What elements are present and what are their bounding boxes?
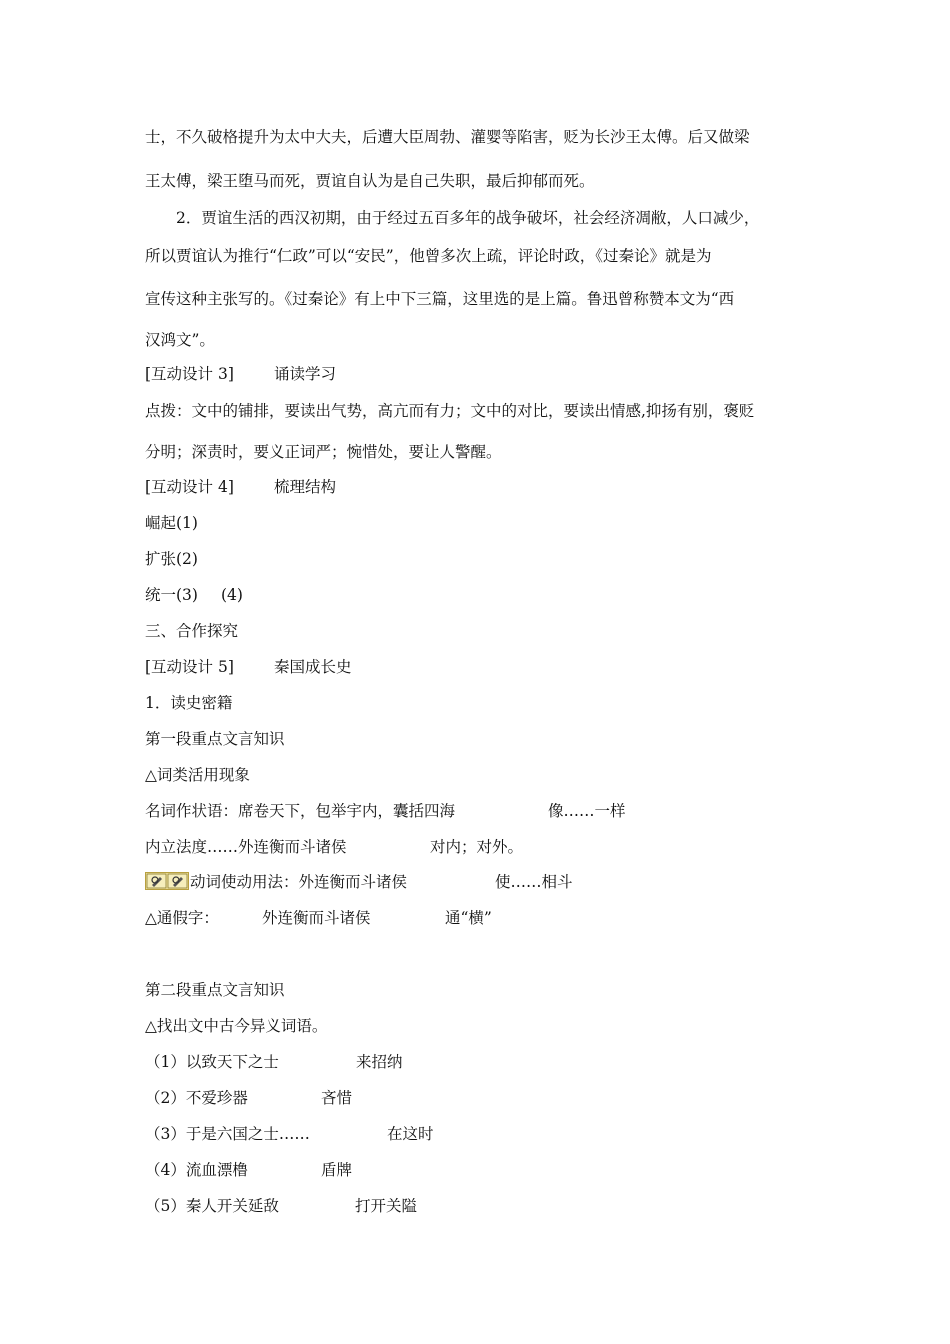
knowledge-answer: 对内；对外。 (430, 838, 524, 856)
structure-item: (4) (221, 586, 243, 604)
paragraph-heading: 第一段重点文言知识 (145, 730, 285, 748)
design-label: [互动设计 5] (145, 658, 234, 676)
design-title: 梳理结构 (274, 478, 337, 496)
design-title: 诵读学习 (274, 365, 337, 383)
paragraph-line: 所以贾谊认为推行“仁政”可以“安民”，他曾多次上疏，评论时政，《过秦论》就是为 (145, 247, 712, 265)
paragraph-heading: 第二段重点文言知识 (145, 981, 285, 999)
knowledge-text-with-icons (145, 872, 407, 892)
paragraph-line: 2．贾谊生活的西汉初期，由于经过五百多年的战争破坏，社会经济凋敝，人口减少， (176, 209, 760, 227)
paragraph-line: 王太傅，梁王堕马而死，贾谊自认为是自己失职，最后抑郁而死。 (145, 172, 595, 190)
section-heading: 三、合作探究 (145, 622, 239, 640)
knowledge-text: 内立法度……外连衡而斗诸侯 (145, 838, 347, 856)
question-answer: 打开关隘 (355, 1197, 418, 1215)
question-text: （5）秦人开关延敌 (145, 1197, 279, 1215)
paragraph-line: 宣传这种主张写的。《过秦论》有上中下三篇，这里选的是上篇。鲁迅曾称赞本文为“西 (145, 290, 735, 308)
question-text: （2）不爱珍器 (145, 1089, 248, 1107)
design-title: 秦国成长史 (274, 658, 352, 676)
question-text: （1）以致天下之士 (145, 1053, 279, 1071)
edit-icon (146, 873, 188, 889)
paragraph-line: 汉鸿文”。 (145, 331, 215, 349)
question-answer: 在这时 (387, 1125, 434, 1143)
knowledge-text: 名词作状语：席卷天下，包举宇内，囊括四海 (145, 802, 456, 820)
question-answer: 吝惜 (321, 1089, 353, 1107)
question-text: （3）于是六国之士…… (145, 1125, 310, 1143)
knowledge-label: △通假字： (145, 909, 219, 927)
subheading: △词类活用现象 (145, 766, 250, 784)
question-answer: 盾牌 (321, 1161, 353, 1179)
tip-line: 分明；深责时，要义正词严；惋惜处，要让人警醒。 (145, 443, 502, 461)
subheading: △找出文中古今异义词语。 (145, 1017, 328, 1035)
question-text: （4）流血漂橹 (145, 1161, 248, 1179)
structure-item: 扩张(2) (145, 550, 198, 568)
knowledge-answer: 通“横” (445, 909, 492, 927)
structure-item: 崛起(1) (145, 514, 198, 532)
design-label: [互动设计 4] (145, 478, 234, 496)
question-answer: 来招纳 (356, 1053, 403, 1071)
knowledge-text: 外连衡而斗诸侯 (262, 909, 371, 927)
structure-item: 统一(3) (145, 586, 198, 604)
knowledge-text: 动词使动用法：外连衡而斗诸侯 (190, 873, 408, 891)
edit-icon-pair (145, 872, 189, 890)
knowledge-answer: 像……一样 (548, 802, 626, 820)
paragraph-line: 士，不久破格提升为太中大夫，后遭大臣周勃、灌婴等陷害，贬为长沙王太傅。后又做梁 (145, 128, 750, 146)
tip-line: 点拨：文中的铺排，要读出气势，高亢而有力；文中的对比，要读出情感,抑扬有别，褒贬 (145, 402, 755, 420)
knowledge-answer: 使……相斗 (495, 873, 573, 891)
design-label: [互动设计 3] (145, 365, 234, 383)
subsection-heading: 1．读史密籍 (145, 694, 233, 712)
